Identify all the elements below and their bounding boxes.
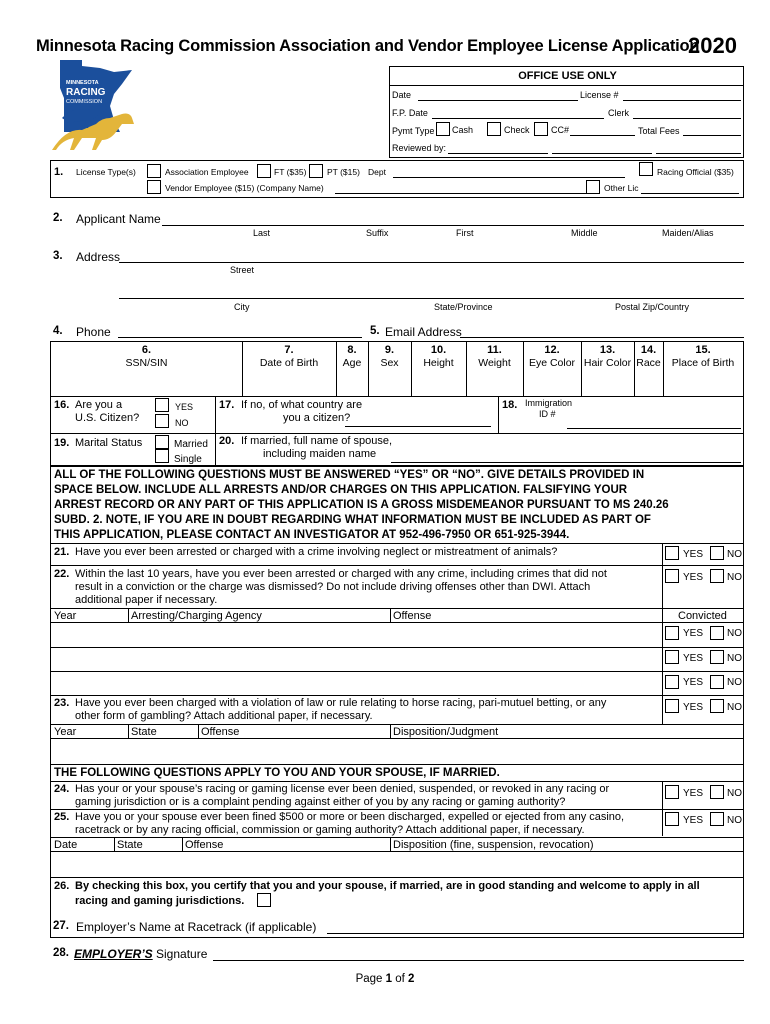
- office-fp-date-field[interactable]: [432, 118, 604, 119]
- citizen-yes-label: YES: [175, 402, 194, 412]
- q28-label: Signature: [156, 947, 208, 961]
- q21-number: 21.: [54, 546, 70, 558]
- q23-no-checkbox[interactable]: [710, 699, 724, 713]
- t22-row1-yes-label: YES: [683, 628, 704, 639]
- grid-11-number: 11.: [487, 344, 502, 356]
- logo-line2: RACING: [66, 87, 106, 98]
- t22-row3-no-checkbox[interactable]: [710, 675, 724, 689]
- office-clerk-field[interactable]: [633, 118, 741, 119]
- q18-line2: ID #: [539, 409, 556, 419]
- logo: [52, 58, 147, 158]
- warning-line-4: SUBD. 2. NOTE, IF YOU ARE IN DOUBT REGARDING WHAT INFORMATION MUST BE INCLUDED AS PART OF: [54, 514, 651, 526]
- q27-label: Employer’s Name at Racetrack (if applicable): [76, 920, 317, 934]
- single-checkbox[interactable]: [155, 449, 169, 463]
- q3-number: 3.: [53, 250, 63, 262]
- office-use-box: [389, 66, 744, 158]
- immigration-id-field[interactable]: [567, 428, 741, 429]
- office-check-label: Check: [504, 125, 530, 135]
- q28-number: 28.: [53, 947, 69, 959]
- q26-line2: racing and gaming jurisdictions.: [75, 895, 245, 907]
- racing-official-label: Racing Official ($35): [657, 167, 734, 177]
- page-total: 2: [408, 973, 415, 985]
- t22-row-2[interactable]: [53, 649, 658, 669]
- employer-name-field[interactable]: [327, 933, 744, 934]
- office-check-checkbox[interactable]: [487, 122, 501, 136]
- q25-no-label: NO: [727, 815, 742, 826]
- name-maiden-caption: Maiden/Alias: [662, 228, 714, 238]
- q22-no-checkbox[interactable]: [710, 569, 724, 583]
- eye-color-input[interactable]: [525, 372, 579, 394]
- office-cc-label: CC#: [551, 125, 570, 135]
- q24-yes-checkbox[interactable]: [665, 785, 679, 799]
- q25-number: 25.: [54, 811, 70, 823]
- grid-7-number: 7.: [284, 344, 294, 356]
- citizen-no-label: NO: [175, 418, 189, 428]
- q26-line1: By checking this box, you certify that you and your spouse, if married, are in good standing and welcome to apply in all: [75, 880, 700, 892]
- name-suffix-caption: Suffix: [366, 228, 389, 238]
- grid-13-label: Hair Color: [583, 357, 632, 369]
- page-number: 1: [385, 973, 393, 985]
- page-footer: [0, 973, 770, 985]
- t23-row-1[interactable]: [53, 740, 741, 762]
- q19-label: Marital Status: [75, 437, 143, 449]
- married-label: Married: [174, 439, 208, 450]
- city-caption: City: [234, 302, 250, 312]
- dept-label: Dept: [368, 167, 386, 177]
- grid-14-label: Race: [636, 357, 661, 369]
- q22-line3: additional paper if necessary.: [75, 594, 218, 606]
- t22-row-1[interactable]: [53, 624, 658, 644]
- office-clerk-label: Clerk: [608, 108, 630, 118]
- q21-no-checkbox[interactable]: [710, 546, 724, 560]
- t22-row3-no-label: NO: [727, 677, 742, 688]
- q4-label: Phone: [76, 325, 111, 339]
- race-input[interactable]: [636, 372, 661, 394]
- q17-line2: you a citizen?: [283, 412, 351, 424]
- q27-number: 27.: [53, 920, 69, 932]
- warning-line-5: THIS APPLICATION, PLEASE CONTACT AN INVESTIGATOR AT 952-496-7950 OR 651-925-3944.: [54, 529, 570, 541]
- q5-number: 5.: [370, 325, 380, 337]
- city-state-field[interactable]: [119, 298, 744, 299]
- association-employee-checkbox[interactable]: [147, 164, 161, 178]
- married-checkbox[interactable]: [155, 435, 169, 449]
- office-cash-label: Cash: [452, 125, 474, 135]
- office-date-field[interactable]: [418, 100, 578, 101]
- warning-line-3: ARREST RECORD OR ANY PART OF THIS APPLICATION IS A GROSS MISDEMEANOR PURSUANT TO MS 240.26: [54, 499, 669, 511]
- t22-offense-header: Offense: [393, 610, 432, 622]
- warning-line-1: ALL OF THE FOLLOWING QUESTIONS MUST BE ANSWERED “YES” OR “NO”. GIVE DETAILS PROVIDED IN: [54, 469, 645, 481]
- q21-no-label: NO: [727, 549, 742, 560]
- name-first-caption: First: [456, 228, 474, 238]
- association-employee-label: Association Employee: [165, 167, 249, 177]
- grid-13-number: 13.: [599, 344, 616, 356]
- ft-checkbox[interactable]: [257, 164, 271, 178]
- t25-state-header: State: [117, 839, 143, 851]
- grid-9-label: Sex: [380, 357, 399, 369]
- q23-number: 23.: [54, 697, 70, 709]
- dob-input[interactable]: [244, 372, 334, 394]
- questions-box: [50, 466, 744, 938]
- q23-no-label: NO: [727, 702, 742, 713]
- q18-line1: Immigration: [525, 398, 573, 408]
- q26-certify-checkbox[interactable]: [257, 893, 271, 907]
- grid-15-number: 15.: [695, 344, 711, 356]
- grid-14-number: 14.: [640, 344, 657, 356]
- grid-8-number: 8.: [347, 344, 357, 356]
- company-name-field[interactable]: [335, 193, 589, 194]
- grid-12-number: 12.: [544, 344, 560, 356]
- place-of-birth-input[interactable]: [665, 372, 741, 394]
- office-cash-checkbox[interactable]: [436, 122, 450, 136]
- postal-caption: Postal Zip/Country: [615, 302, 690, 312]
- pt-label: PT ($15): [327, 167, 360, 177]
- t25-date-header: Date: [54, 839, 78, 851]
- q22-line2: result in a conviction or the charge was dismissed? Do not include driving offenses other than DWI. Attach: [75, 581, 591, 593]
- q18-number: 18.: [502, 399, 518, 411]
- t22-row1-yes-checkbox[interactable]: [665, 626, 679, 640]
- q17-number: 17.: [219, 399, 235, 411]
- q25-no-checkbox[interactable]: [710, 812, 724, 826]
- q16-line1: Are you a: [75, 399, 123, 411]
- spouse-heading: THE FOLLOWING QUESTIONS APPLY TO YOU AND YOUR SPOUSE, IF MARRIED.: [54, 767, 500, 779]
- grid-9-number: 9.: [384, 344, 395, 356]
- q25-line1: Have you or your spouse ever been fined $500 or more or been discharged, expelled or ejected from any casino,: [75, 811, 625, 823]
- office-reviewed-label: Reviewed by:: [392, 143, 447, 153]
- q21-text: Have you ever been arrested or charged with a crime involving neglect or mistreatment of animals?: [75, 546, 558, 558]
- citizenship-box: [50, 396, 744, 466]
- sex-input[interactable]: [370, 372, 409, 394]
- t22-row2-no-label: NO: [727, 653, 742, 664]
- age-input[interactable]: [338, 372, 366, 394]
- grid-6-number: 6.: [141, 344, 152, 356]
- q25-yes-checkbox[interactable]: [665, 812, 679, 826]
- weight-input[interactable]: [468, 372, 521, 394]
- page-word: Page: [355, 973, 383, 985]
- t23-offense-header: Offense: [201, 726, 240, 738]
- q1-number: 1.: [54, 166, 64, 178]
- form-title: Minnesota Racing Commission Association and Vendor Employee License Application: [36, 37, 700, 55]
- office-total-fees-field[interactable]: [683, 135, 741, 136]
- t22-row2-yes-checkbox[interactable]: [665, 650, 679, 664]
- grid-6-label: SSN/SIN: [125, 357, 168, 369]
- q20-number: 20.: [219, 435, 235, 447]
- form-year: 2020: [688, 33, 737, 58]
- t23-state-header: State: [131, 726, 157, 738]
- office-reviewed-field-2[interactable]: [552, 153, 652, 154]
- q16-line2: U.S. Citizen?: [75, 412, 140, 424]
- q25-line2: racetrack or by any racing official, commission or gaming authority? Attach additional paper, if necessary.: [75, 824, 585, 836]
- office-cc-field[interactable]: [570, 135, 635, 136]
- t22-row3-yes-checkbox[interactable]: [665, 675, 679, 689]
- office-license-field[interactable]: [623, 100, 741, 101]
- t22-row-3[interactable]: [53, 673, 658, 693]
- q25-yes-label: YES: [683, 815, 704, 826]
- q23-line2: other form of gambling? Attach additional paper, if necessary.: [75, 710, 373, 722]
- citizen-no-checkbox[interactable]: [155, 414, 169, 428]
- t25-offense-header: Offense: [185, 839, 224, 851]
- grid-12-label: Eye Color: [528, 357, 576, 369]
- email-field[interactable]: [460, 337, 744, 338]
- office-reviewed-field-3[interactable]: [656, 153, 741, 154]
- q1-label: License Type(s): [76, 167, 136, 177]
- other-lic-label: Other Lic: [604, 183, 639, 193]
- q22-line1: Within the last 10 years, have you ever been arrested or charged with any crime, including crimes that did not: [75, 568, 607, 580]
- q26-number: 26.: [54, 880, 70, 892]
- q5-label: Email Address: [385, 325, 462, 339]
- q24-no-checkbox[interactable]: [710, 785, 724, 799]
- t22-row3-yes-label: YES: [683, 677, 704, 688]
- q17-line1: If no, of what country are: [241, 399, 363, 411]
- personal-info-grid: [50, 341, 744, 397]
- q24-yes-label: YES: [683, 788, 704, 799]
- t22-row1-no-label: NO: [727, 628, 742, 639]
- vendor-employee-label: Vendor Employee ($15) (Company Name): [165, 183, 324, 193]
- t22-row2-no-checkbox[interactable]: [710, 650, 724, 664]
- q2-number: 2.: [53, 212, 63, 224]
- logo-line3: COMMISSION: [66, 99, 103, 105]
- state-caption: State/Province: [434, 302, 493, 312]
- office-pymt-label: Pymt Type: [392, 126, 435, 136]
- q24-line2: gaming jurisdiction or is a complaint pending against either of you by any racing or gaming authority?: [75, 796, 566, 808]
- spouse-name-field[interactable]: [391, 462, 741, 463]
- dept-field[interactable]: [393, 177, 625, 178]
- street-field[interactable]: [119, 262, 744, 263]
- q16-number: 16.: [54, 399, 70, 411]
- grid-10-number: 10.: [430, 344, 447, 356]
- office-total-fees-label: Total Fees: [638, 126, 680, 136]
- country-field[interactable]: [345, 426, 491, 427]
- height-input[interactable]: [413, 372, 464, 394]
- citizen-yes-checkbox[interactable]: [155, 398, 169, 412]
- q4-number: 4.: [53, 325, 63, 337]
- grid-10-label: Height: [423, 357, 454, 369]
- grid-7-label: Date of Birth: [259, 357, 319, 369]
- racing-official-checkbox[interactable]: [639, 162, 653, 176]
- grid-11-label: Weight: [478, 357, 511, 369]
- t22-row2-yes-label: YES: [683, 653, 704, 664]
- ft-label: FT ($35): [274, 167, 307, 177]
- q28-emph: EMPLOYER’S: [74, 947, 153, 961]
- q23-yes-label: YES: [683, 702, 704, 713]
- ssn-input[interactable]: [53, 372, 240, 394]
- t25-row-1[interactable]: [53, 853, 741, 875]
- warning-line-2: SPACE BELOW. INCLUDE ALL ARRESTS AND/OR CHARGES ON THIS APPLICATION. FALSIFYING YOUR: [54, 484, 628, 496]
- office-use-heading: OFFICE USE ONLY: [518, 70, 617, 82]
- office-cc-checkbox[interactable]: [534, 122, 548, 136]
- street-caption: Street: [230, 265, 255, 275]
- applicant-name-field[interactable]: [162, 225, 744, 226]
- grid-15-label: Place of Birth: [671, 357, 735, 369]
- q2-label: Applicant Name: [76, 212, 161, 226]
- t23-disposition-header: Disposition/Judgment: [393, 726, 499, 738]
- q22-number: 22.: [54, 568, 70, 580]
- t25-disposition-header: Disposition (fine, suspension, revocation): [393, 839, 594, 851]
- vendor-employee-checkbox[interactable]: [147, 180, 161, 194]
- q19-number: 19.: [54, 437, 70, 449]
- grid-8-label: Age: [342, 357, 362, 369]
- q24-no-label: NO: [727, 788, 742, 799]
- q22-yes-checkbox[interactable]: [665, 569, 679, 583]
- t22-year-header: Year: [54, 610, 77, 622]
- q23-yes-checkbox[interactable]: [665, 699, 679, 713]
- q22-yes-label: YES: [683, 572, 704, 583]
- t22-convicted-header: Convicted: [678, 610, 727, 622]
- office-fp-date-label: F.P. Date: [392, 108, 428, 118]
- q21-yes-label: YES: [683, 549, 704, 560]
- other-lic-field[interactable]: [641, 193, 739, 194]
- other-lic-checkbox[interactable]: [586, 180, 600, 194]
- office-date-label: Date: [392, 90, 412, 100]
- pt-checkbox[interactable]: [309, 164, 323, 178]
- page-of: of: [395, 973, 405, 985]
- q22-no-label: NO: [727, 572, 742, 583]
- q20-line1: If married, full name of spouse,: [241, 435, 393, 447]
- employer-signature-field[interactable]: [213, 960, 744, 961]
- phone-field[interactable]: [118, 337, 362, 338]
- q24-number: 24.: [54, 783, 70, 795]
- office-reviewed-field[interactable]: [448, 153, 548, 154]
- office-license-label: License #: [580, 90, 619, 100]
- q24-line1: Has your or your spouse’s racing or gaming license ever been denied, suspended, or revoked in any racing or: [75, 783, 610, 795]
- logo-line1: MINNESOTA: [66, 80, 99, 86]
- name-last-caption: Last: [253, 228, 271, 238]
- t22-agency-header: Arresting/Charging Agency: [131, 610, 262, 622]
- q23-line1: Have you ever been charged with a violation of law or rule relating to horse racing, pari-mutuel betting, or any: [75, 697, 607, 709]
- q3-label: Address: [76, 250, 121, 264]
- q20-line2: including maiden name: [263, 448, 377, 460]
- name-middle-caption: Middle: [571, 228, 598, 238]
- hair-color-input[interactable]: [583, 372, 632, 394]
- license-type-box: [50, 160, 744, 198]
- t23-year-header: Year: [54, 726, 77, 738]
- single-label: Single: [174, 454, 202, 465]
- q21-yes-checkbox[interactable]: [665, 546, 679, 560]
- t22-row1-no-checkbox[interactable]: [710, 626, 724, 640]
